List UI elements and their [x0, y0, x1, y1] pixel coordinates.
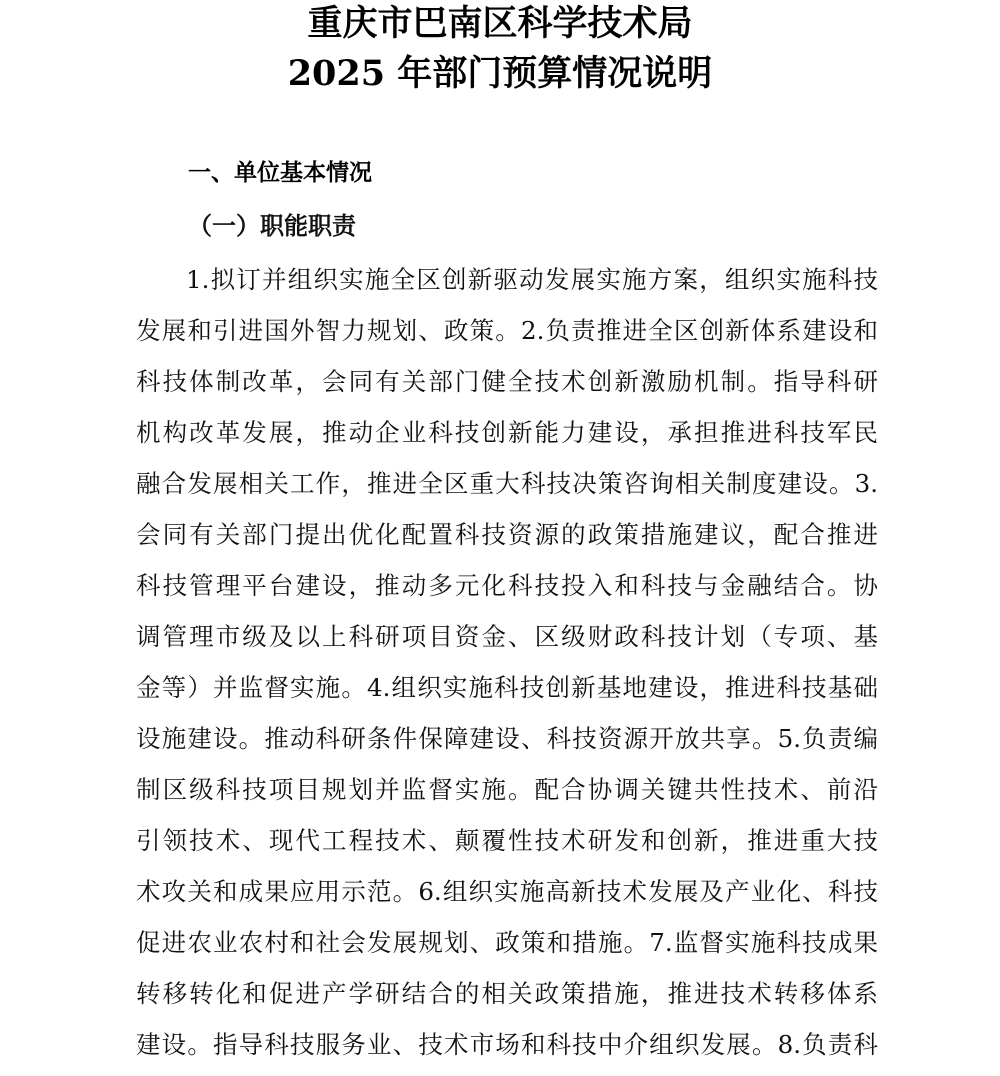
body-line: 转移转化和促进产学研结合的相关政策措施，推进技术转移体系 — [136, 979, 878, 1008]
section-heading: 一、单位基本情况 — [188, 160, 372, 186]
body-line: 融合发展相关工作，推进全区重大科技决策咨询相关制度建设。3. — [136, 469, 878, 498]
document-title-line-1: 重庆市巴南区科学技术局 — [307, 3, 693, 44]
body-line: 设施建设。推动科研条件保障建设、科技资源开放共享。5.负责编 — [136, 724, 878, 753]
body-line: 术攻关和成果应用示范。6.组织实施高新技术发展及产业化、科技 — [136, 877, 878, 906]
body-line: 金等）并监督实施。4.组织实施科技创新基地建设，推进科技基础 — [136, 673, 878, 702]
sub-heading: （一）职能职责 — [188, 211, 356, 240]
body-line: 机构改革发展，推动企业科技创新能力建设，承担推进科技军民 — [136, 418, 878, 447]
body-line: 1.拟订并组织实施全区创新驱动发展实施方案，组织实施科技 — [186, 265, 878, 294]
body-line: 会同有关部门提出优化配置科技资源的政策措施建议，配合推进 — [136, 520, 878, 549]
body-paragraph — [136, 260, 878, 1076]
body-line: 科技管理平台建设，推动多元化科技投入和科技与金融结合。协 — [136, 571, 878, 600]
body-line: 促进农业农村和社会发展规划、政策和措施。7.监督实施科技成果 — [136, 928, 878, 957]
body-line: 建设。指导科技服务业、技术市场和科技中介组织发展。8.负责科 — [136, 1030, 878, 1059]
document-title-line-2: 2025 年部门预算情况说明 — [287, 53, 713, 94]
body-line: 制区级科技项目规划并监督实施。配合协调关键共性技术、前沿 — [136, 775, 878, 804]
body-line: 发展和引进国外智力规划、政策。2.负责推进全区创新体系建设和 — [136, 316, 878, 345]
body-line: 引领技术、现代工程技术、颠覆性技术研发和创新，推进重大技 — [136, 826, 878, 855]
body-line: 调管理市级及以上科研项目资金、区级财政科技计划（专项、基 — [136, 622, 878, 651]
body-line: 科技体制改革，会同有关部门健全技术创新激励机制。指导科研 — [136, 367, 878, 396]
